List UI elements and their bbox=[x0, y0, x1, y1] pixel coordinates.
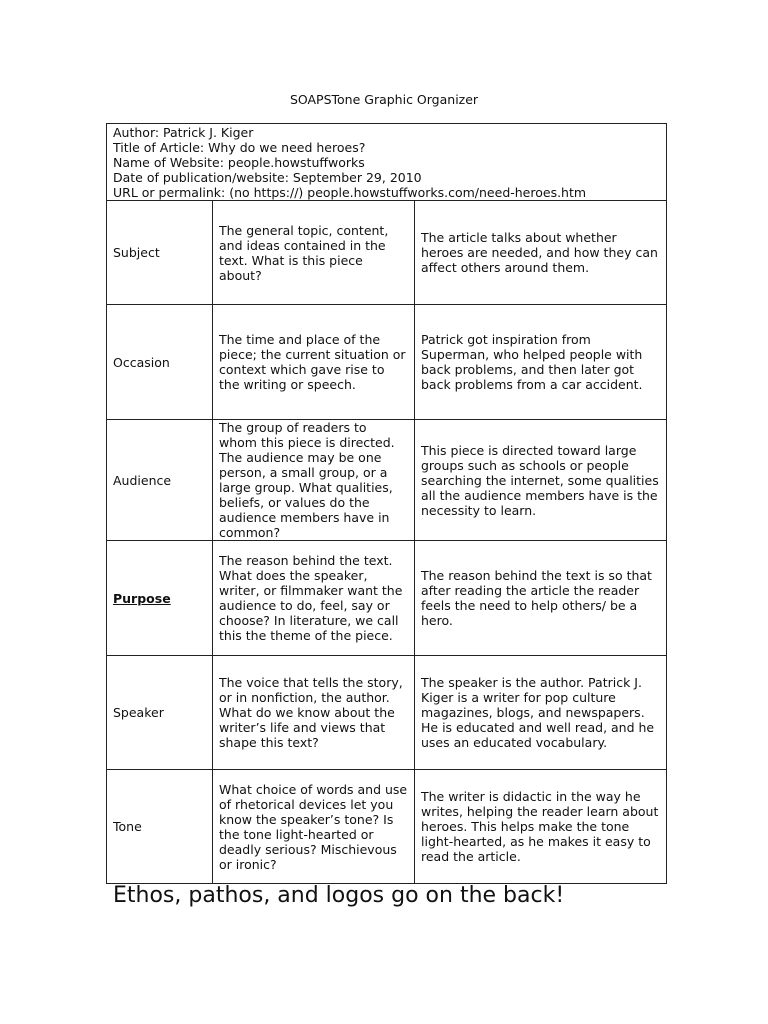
article-title-line: Title of Article: Why do we need heroes? bbox=[113, 140, 366, 155]
row-label: Purpose bbox=[113, 590, 171, 606]
label-cell bbox=[107, 541, 213, 656]
response-cell: The speaker is the author. Patrick J. Kiger is a writer for pop culture magazines, blogs, and newspapers. He is educated and well read, and he uses an educated vocabulary. bbox=[415, 656, 667, 770]
label-cell bbox=[107, 770, 213, 884]
author-line: Author: Patrick J. Kiger bbox=[113, 125, 254, 140]
soapstone-table bbox=[106, 123, 667, 884]
description-cell: What choice of words and use of rhetorical devices let you know the speaker’s tone? Is the tone light-hearted or deadly serious? Mischievous or ironic? bbox=[213, 770, 415, 884]
row-tone bbox=[107, 770, 667, 884]
article-info-cell bbox=[107, 124, 667, 201]
row-label: Speaker bbox=[113, 705, 164, 720]
website-line: Name of Website: people.howstuffworks bbox=[113, 155, 365, 170]
description-cell: The time and place of the piece; the current situation or context which gave rise to the writing or speech. bbox=[213, 305, 415, 420]
label-cell bbox=[107, 656, 213, 770]
row-subject bbox=[107, 201, 667, 305]
response-cell: This piece is directed toward large groups such as schools or people searching the internet, some qualities all the audience members have is the necessity to learn. bbox=[415, 420, 667, 541]
header-row bbox=[107, 124, 667, 201]
row-purpose bbox=[107, 541, 667, 656]
date-line: Date of publication/website: September 29, 2010 bbox=[113, 170, 422, 185]
url-line: URL or permalink: (no https://) people.howstuffworks.com/need-heroes.htm bbox=[113, 185, 587, 200]
row-label: Audience bbox=[113, 472, 172, 488]
footer-note: Ethos, pathos, and logos go on the back! bbox=[113, 883, 565, 908]
description-cell: The group of readers to whom this piece is directed. The audience may be one person, a small group, or a large group. What qualities, beliefs, or values do the audience members have in common? bbox=[213, 420, 415, 541]
description-cell: The voice that tells the story, or in nonfiction, the author. What do we know about the writer’s life and views that shape this text? bbox=[213, 656, 415, 770]
row-occasion bbox=[107, 305, 667, 420]
label-cell bbox=[107, 420, 213, 541]
response-cell: The reason behind the text is so that after reading the article the reader feels the need to help others/ be a hero. bbox=[415, 541, 667, 656]
label-cell bbox=[107, 305, 213, 420]
row-speaker bbox=[107, 656, 667, 770]
row-audience bbox=[107, 420, 667, 541]
response-cell: The writer is didactic in the way he writes, helping the reader learn about heroes. This helps make the tone light-hearted, as he makes it easy to read the article. bbox=[415, 770, 667, 884]
response-cell: The article talks about whether heroes are needed, and how they can affect others around them. bbox=[415, 201, 667, 305]
page-title: SOAPSTone Graphic Organizer bbox=[289, 92, 479, 107]
label-cell bbox=[107, 201, 213, 305]
row-label: Occasion bbox=[113, 354, 170, 370]
description-cell: The general topic, content, and ideas contained in the text. What is this piece about? bbox=[213, 201, 415, 305]
row-label: Tone bbox=[113, 819, 142, 834]
row-label: Subject bbox=[113, 245, 160, 260]
response-cell: Patrick got inspiration from Superman, who helped people with back problems, and then later got back problems from a car accident. bbox=[415, 305, 667, 420]
description-cell: The reason behind the text. What does the speaker, writer, or filmmaker want the audience to do, feel, say or choose? In literature, we call this the theme of the piece. bbox=[213, 541, 415, 656]
